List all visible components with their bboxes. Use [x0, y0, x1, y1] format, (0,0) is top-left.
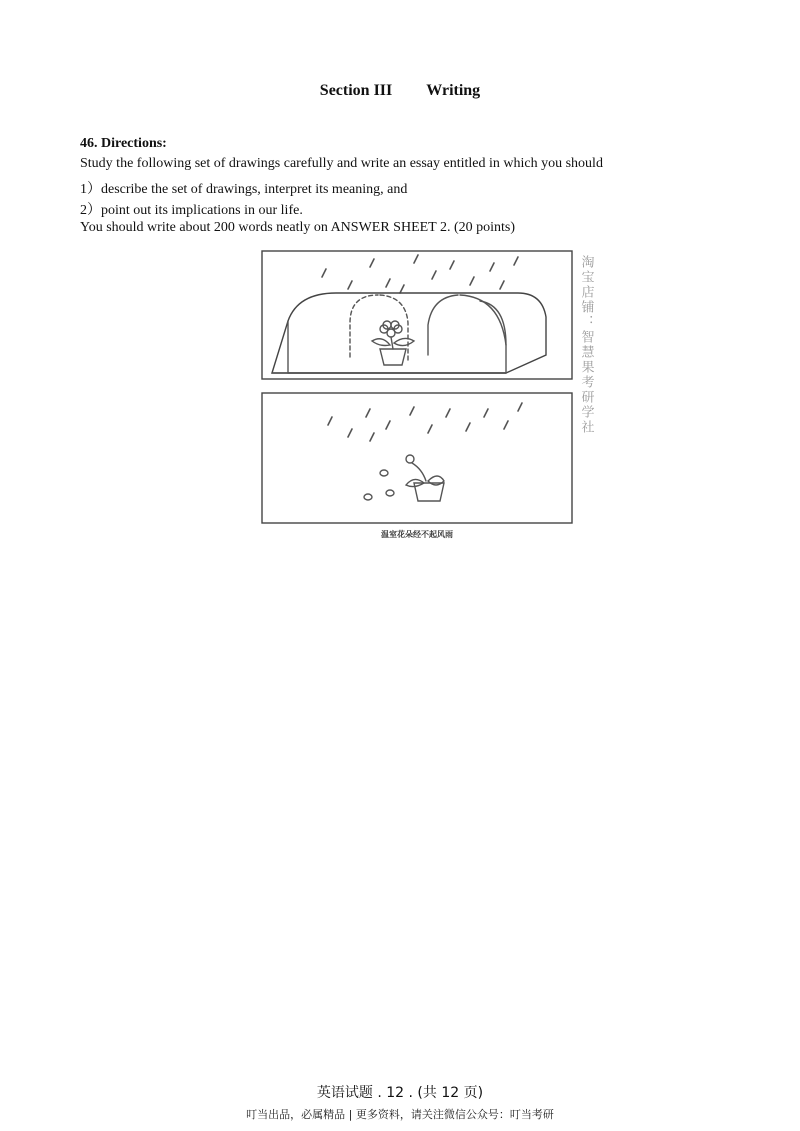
directions-line-2: 1）describe the set of drawings, interpret its meaning, and — [80, 182, 408, 197]
wilted-flower — [364, 455, 444, 501]
rain-lines — [322, 255, 518, 293]
question-number: 46. Directions: — [80, 136, 167, 151]
storm-rain-lines — [328, 403, 522, 441]
panel-greenhouse — [262, 251, 572, 379]
drawings-figure — [200, 245, 600, 545]
section-title — [0, 82, 800, 100]
section-name: Writing — [426, 82, 481, 99]
figure-caption: 温室花朵经不起风雨 — [381, 530, 453, 539]
panel-storm — [262, 393, 572, 523]
page-footer: 英语试题 . 12 . (共 12 页) — [316, 1085, 484, 1101]
directions-line-1: Study the following set of drawings carefully and write an essay entitled in which you should — [80, 156, 603, 171]
directions-line-4: You should write about 200 words neatly on ANSWER SHEET 2. (20 points) — [80, 220, 516, 235]
section-label: Section III — [319, 82, 393, 99]
directions-line-3: 2）point out its implications in our life. — [80, 203, 303, 218]
side-watermark: 淘宝店铺：智慧果考研学社 — [578, 255, 594, 435]
footer-note: 叮当出品，必属精品 | 更多资料，请关注微信公众号：叮当考研 — [246, 1108, 554, 1121]
